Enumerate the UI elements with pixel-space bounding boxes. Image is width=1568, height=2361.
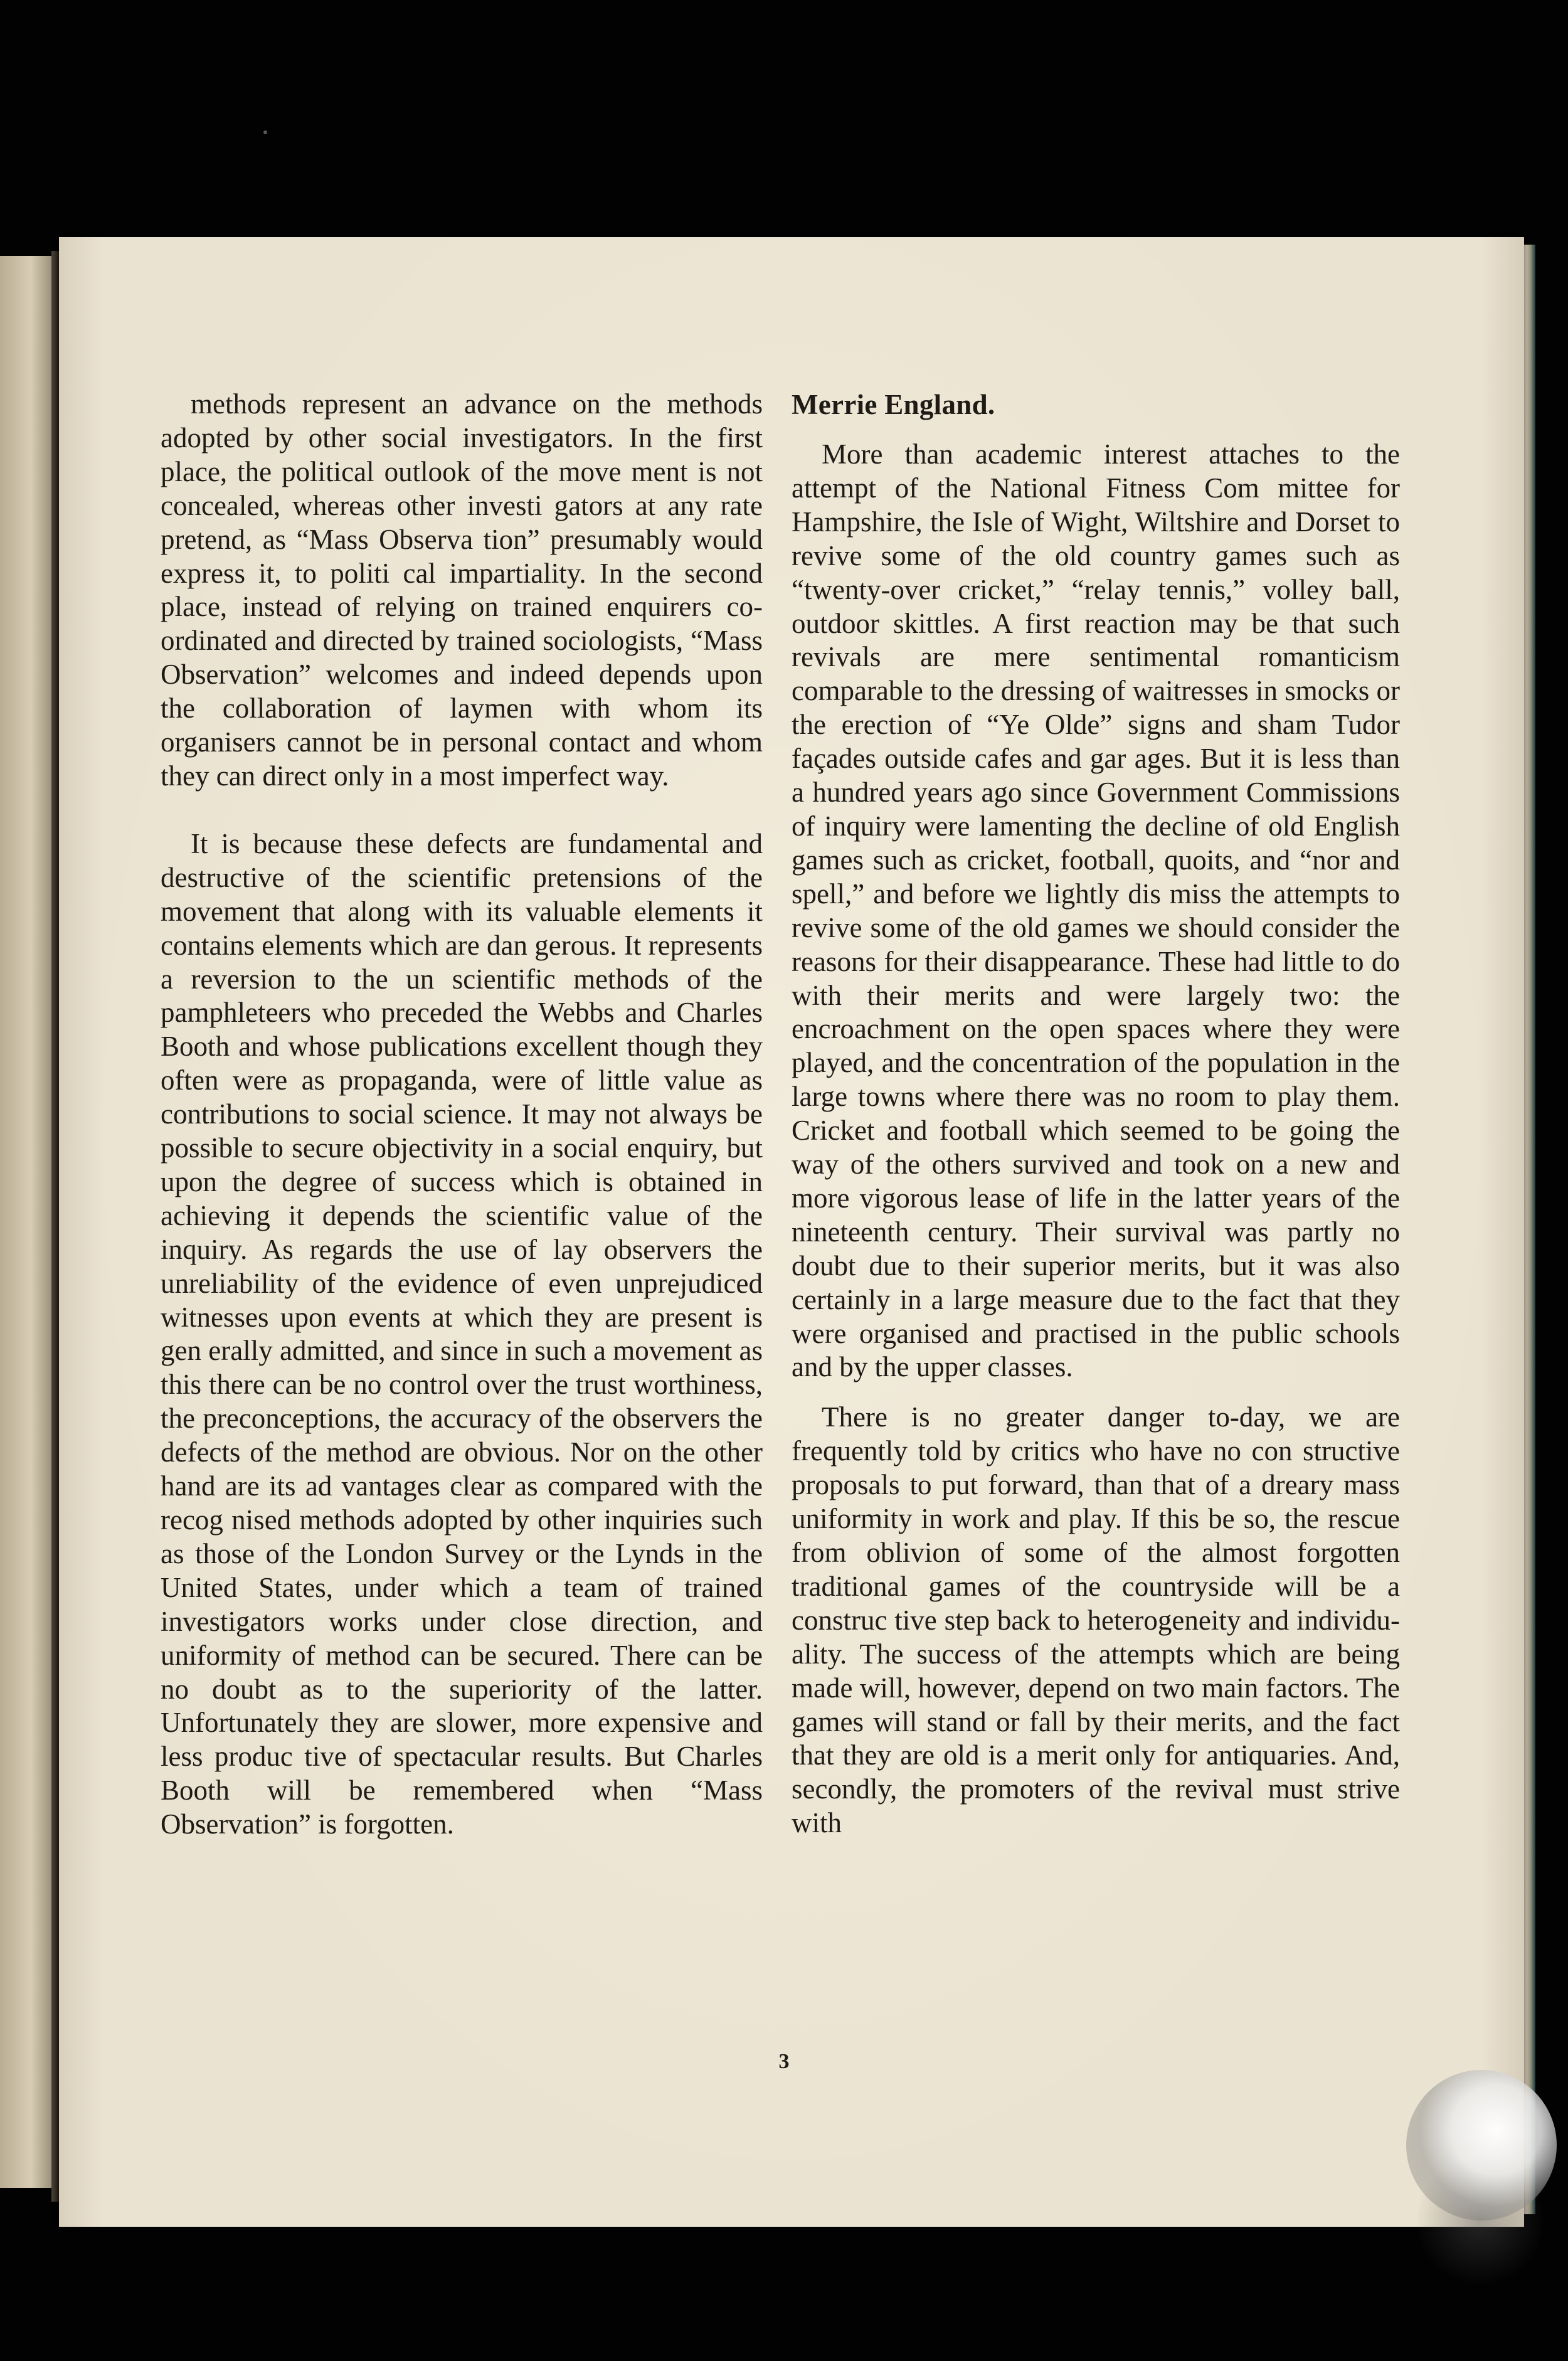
dust-speck xyxy=(263,130,267,134)
left-paragraph-2: It is because these defects are fundamental and destructive of the scientific pretensions of the movement that along with its valuable elements it contains elements which are dan gerous. It represents a reversion to the un scientific methods of the pamphleteers who preceded the Webbs and Charles Booth and whose publications excellent though they often were as propaganda, were of little value as contributions to social science. It may not always be possible to secure objectivity in a social enquiry, but upon the degree of success which is obtained in achieving it depends the scientific value of the inquiry. As regards the use of lay observers the unreliability of the evidence of even unprejudiced witnesses upon events at which they are present is gen erally admitted, and since in such a movement as this there can be no control over the trust worthiness, the preconceptions, the accuracy of the observers the defects of the method are obvious. Nor on the other hand are its ad vantages clear as compared with the recog nised methods adopted by other inquiries such as those of the London Survey or the Lynds in the United States, under which a team of trained investigators works under close direction, and uniformity of method can be secured. There can be no doubt as to the superiority of the latter. Unfortunately they are slower, more expensive and less produc tive of spectacular results. But Charles Booth will be remembered when “Mass Observation” is forgotten. xyxy=(161,827,763,1840)
section-heading: Merrie England. xyxy=(792,389,995,420)
right-text-column xyxy=(792,388,1400,1840)
left-page-edge xyxy=(0,256,51,2188)
page-number: 3 xyxy=(778,2050,790,2073)
right-page-edge xyxy=(1524,245,1535,2214)
right-paragraph-2: There is no greater danger to-day, we are frequently told by critics who have no con structive proposals to put forward, than that of a dreary mass uniformity in work and play. If this be so, the rescue from oblivion of some of the almost forgotten traditional games of the countryside will be a construc tive step back to heterogeneity and individu ality. The success of the attempts which are being made will, however, depend on two main factors. The games will stand or fall by their merits, and the fact that they are old is a merit only for antiquaries. And, secondly, the promoters of the revival must strive with xyxy=(792,1401,1400,1839)
left-text-column xyxy=(161,388,763,1842)
left-paragraph-1: methods represent an advance on the methods adopted by other social investigators. In the first place, the political outlook of the move ment is not concealed, whereas other investi gators at any rate pretend, as “Mass Observa tion” presumably would express it, to politi cal impartiality. In the second place, instead of relying on trained enquirers co-ordinated and directed by trained sociologists, “Mass Observation” welcomes and indeed depends upon the collaboration of laymen with whom its organisers cannot be in personal contact and whom they can direct only in a most imperfect way. xyxy=(161,388,763,792)
lens-glare xyxy=(1406,2070,1557,2220)
right-paragraph-1: More than academic interest attaches to the attempt of the National Fitness Com mittee for Hampshire, the Isle of Wight, Wiltshire and Dorset to revive some of the old country games such as “twenty-over cricket,” “relay tennis,” volley ball, outdoor skittles. A first reaction may be that such revivals are mere sentimental romanticism comparable to the dressing of waitresses in smocks or the erection of “Ye Olde” signs and sham Tudor façades outside cafes and gar ages. But it is less than a hundred years ago since Government Commissions of inquiry were lamenting the decline of old English games such as cricket, football, quoits, and “nor and spell,” and before we lightly dis miss the attempts to revive some of the old games we should consider the reasons for their disappearance. These had little to do with their merits and were largely two: the encroachment on the open spaces where they were played, and the concentration of the population in the large towns where there was no room to play them. Cricket and football which seemed to be going the way of the others survived and took on a new and more vigorous lease of life in the latter years of the nineteenth century. Their survival was partly no doubt due to their superior merits, but it was also certainly in a large measure due to the fact that they were organised and practised in the public schools and by the upper classes. xyxy=(792,438,1400,1383)
